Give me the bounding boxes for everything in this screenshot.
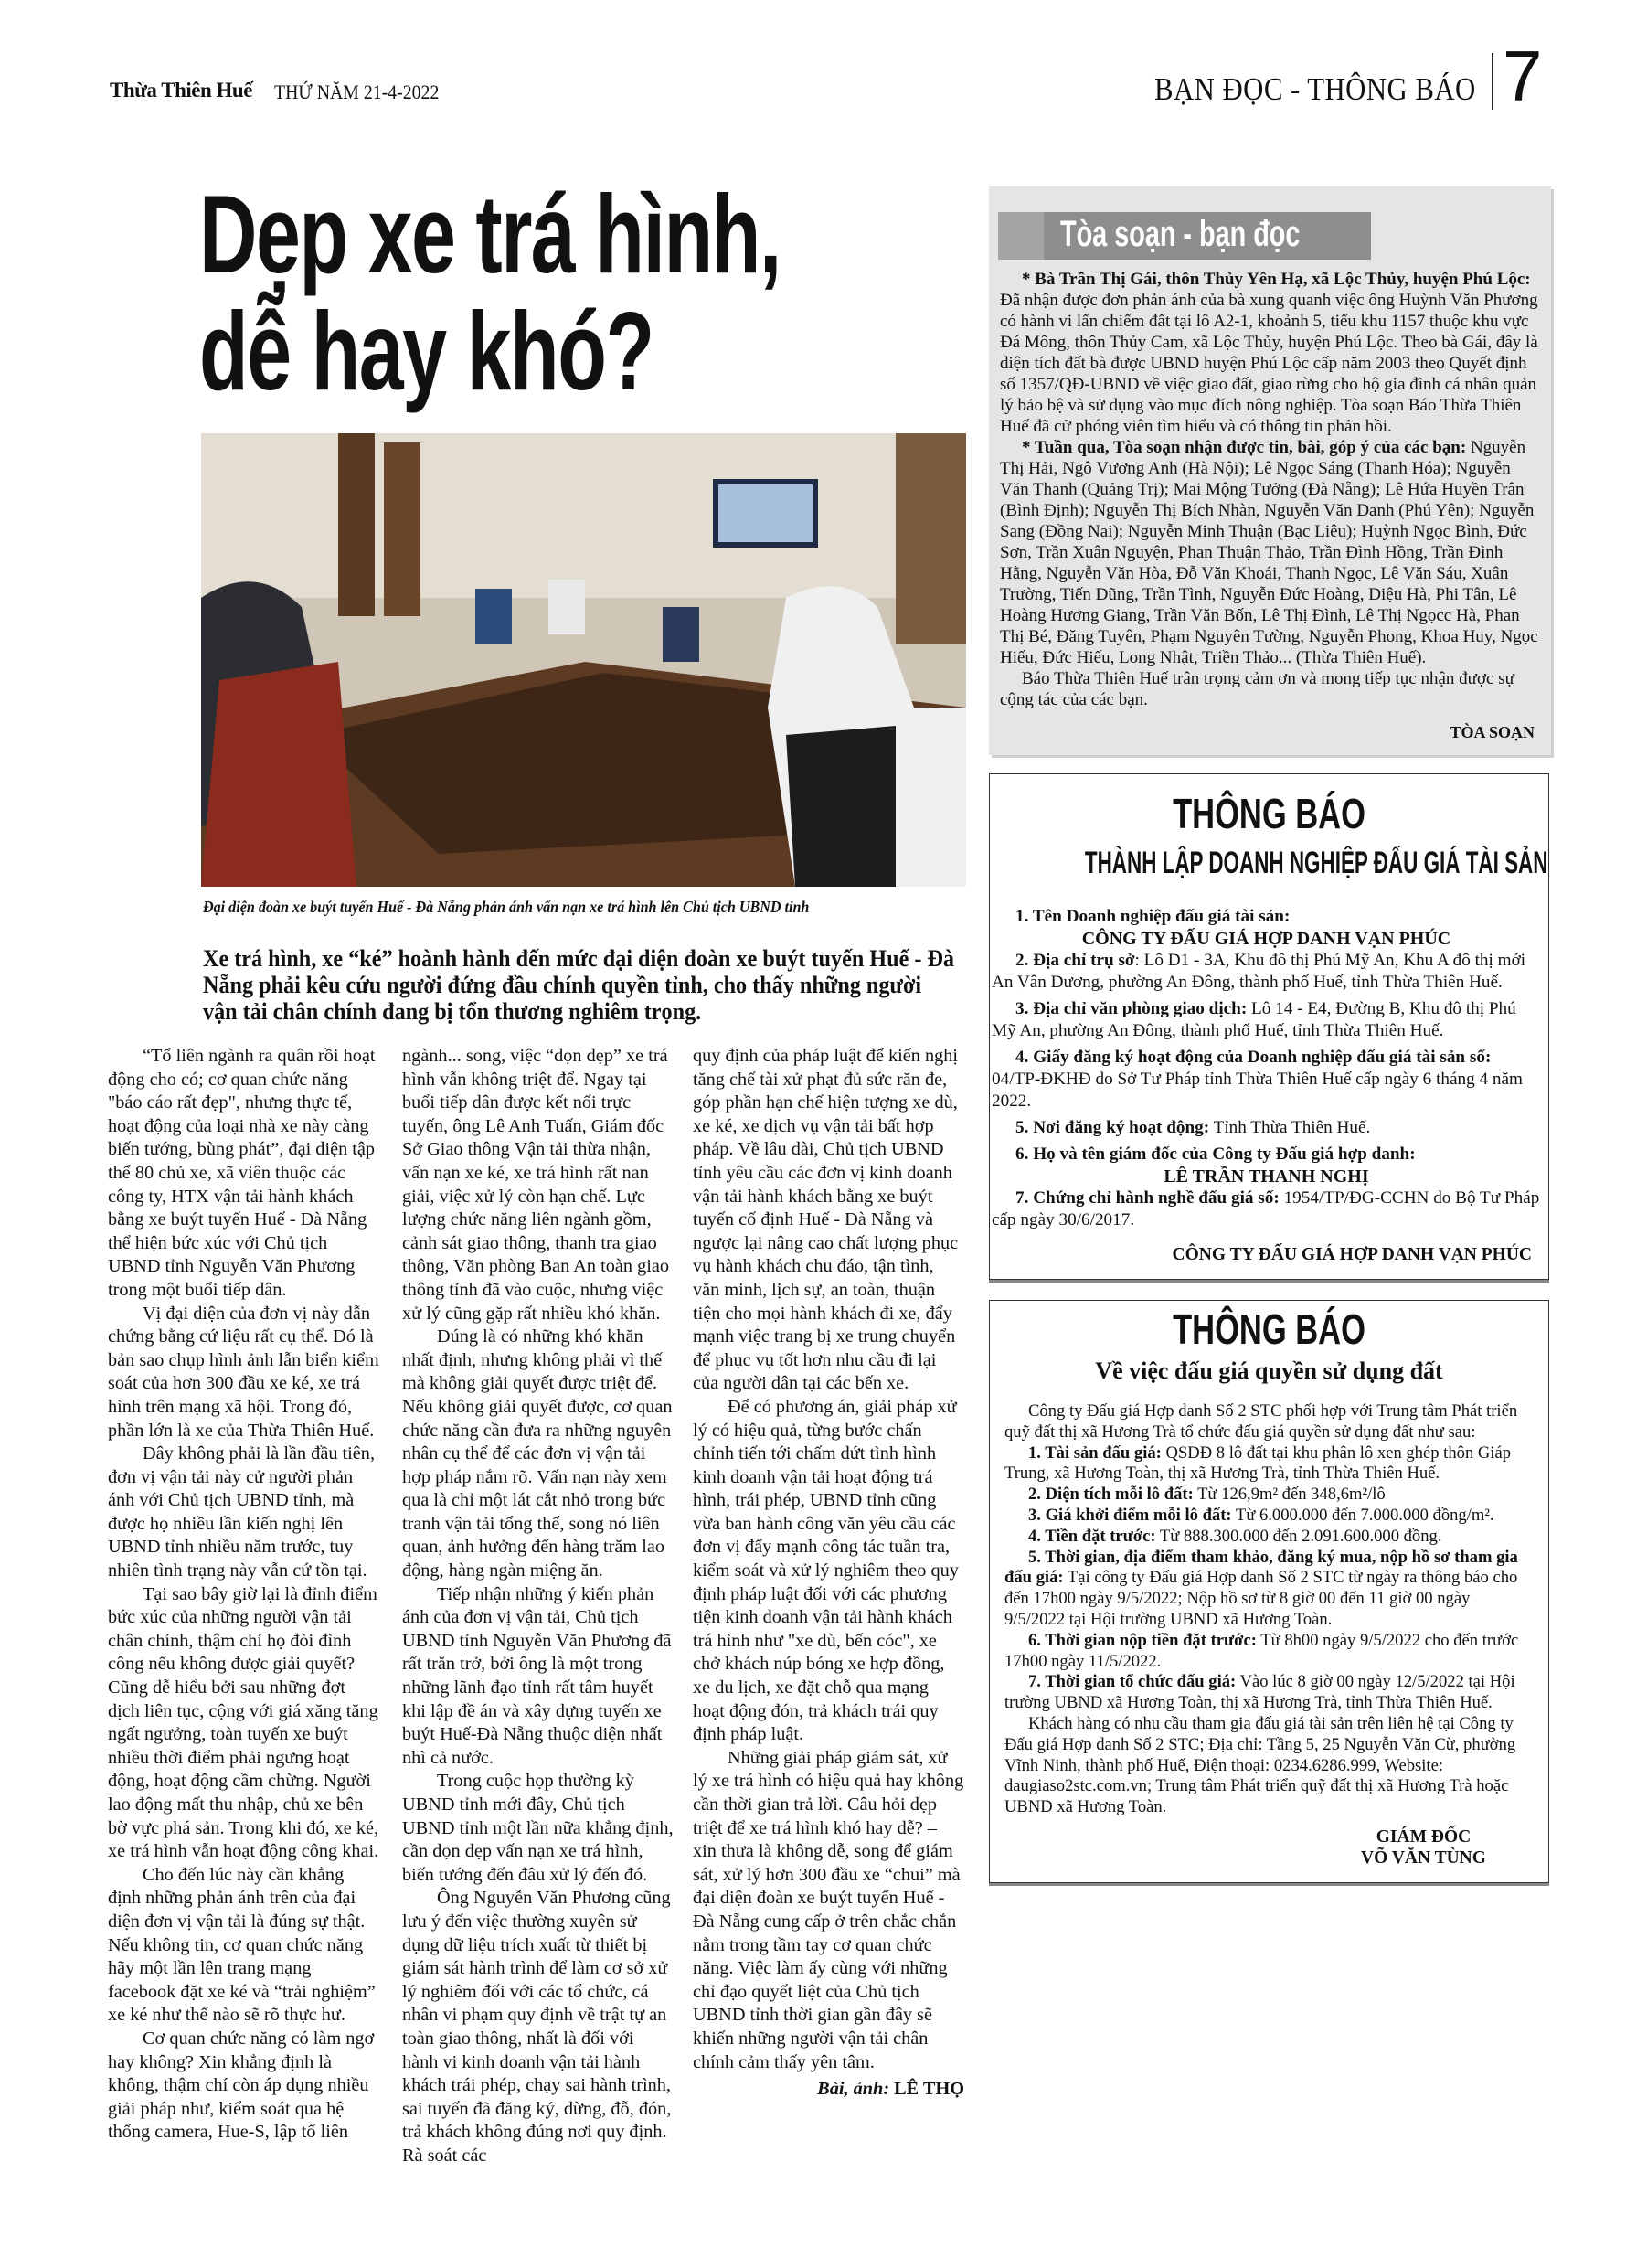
article-lede: Xe trá hình, xe “ké” hoành hành đến mức đại diện đoàn xe buýt tuyến Huế - Đà Nẵng phải kêu cứu người đứng đầu chính quyền tỉnh, cho thấy những người vận tải chân chính đang bị tổn thương nghiêm trọng. [203,945,955,1025]
item-text: Từ 6.000.000 đến 7.000.000 đồng/m². [1231,1505,1494,1525]
page-number: 7 [1503,36,1543,116]
item-text: Từ 126,9m² đến 348,6m²/lô [1193,1485,1386,1505]
notice-body [990,1401,1548,1869]
paragraph: Những giải pháp giám sát, xử lý xe trá hình có hiệu quả hay không cần thời gian trả lời. Câu hỏi dẹp triệt để xe trá hình khó hay dễ? – xin thưa là không dễ, song để giám sát, xử lý hơn 300 đầu xe “chui” mà đại diện đoàn xe buýt tuyến Huế - Đà Nẵng cung cấp ở trên chắc chắn nằm trong tầm tay cơ quan chức năng. Việc làm ấy cùng với những chỉ đạo quyết liệt của Chủ tịch UBND tỉnh thời gian gần đây sẽ khiến những người vận tải chân chính cảm thấy yên tâm. [693,1747,964,2072]
item-label: 4. Tiền đặt trước: [1028,1526,1156,1546]
paragraph: Cơ quan chức năng có làm ngơ hay không? Xin khẳng định là không, thậm chí còn áp dụng nhiều giải pháp như, kiểm soát qua hệ thống camera, Hue-S, lập tổ liên [108,2028,375,2143]
item-label: 5. Nơi đăng ký hoạt động: [1015,1118,1210,1137]
paragraph: Vị đại diện của đơn vị này dẫn chứng bằng cứ liệu rất cụ thể. Đó là bản sao chụp hình ảnh lẫn biển kiểm soát của hơn 300 đầu xe ké, xe trá hình trên mạng xã hội. Trong đó, phần lớn là xe của Thừa Thiên Huế. [108,1303,379,1441]
reader-item [1000,437,1540,668]
paragraph: “Tổ liên ngành ra quân rồi hoạt động cho có; cơ quan chức năng "báo cáo rất đẹp", nhưng thực tế, hoạt động của loại nhà xe này càng biến tướng, bùng phát”, đại diện tập thể 80 chủ xe, xã viên thuộc các công ty, HTX vận tải hành khách bằng xe buýt tuyến Huế - Đà Nẵng thể hiện bức xúc với Chủ tịch UBND tỉnh Nguyễn Văn Phương trong một buổi tiếp dân. [108,1046,376,1300]
item-label: 6. Họ và tên giám đốc của Công ty Đấu giá hợp danh: [1015,1145,1416,1164]
reader-box-signature: TÒA SOẠN [1450,723,1535,741]
paragraph: Đây không phải là lần đầu tiên, đơn vị vận tải này cử người phản ánh với Chủ tịch UBND tỉnh, mà được họ nhiều lần kiến nghị lên UBND tỉnh nhiều năm trước, tuy nhiên tình trạng này vẫn cứ tồn tại. [108,1443,376,1581]
notice-auction-company [989,773,1549,1280]
reader-item-heading: * Tuần qua, Tòa soạn nhận được tin, bài, góp ý của các bạn: [1022,438,1467,457]
item-text: Từ 8h00 ngày 9/5/2022 cho đến trước 17h00 ngày 11/5/2022. [1004,1630,1519,1671]
article-byline [693,2078,964,2102]
reader-item-heading: * Bà Trần Thị Gái, thôn Thủy Yên Hạ, xã Lộc Thủy, huyện Phú Lộc: [1022,270,1531,289]
notice-body [990,906,1548,1266]
issue-date: THỨ NĂM 21-4-2022 [274,80,440,103]
byline-label: Bài, ảnh: [817,2079,890,2100]
notice-subtitle: Về việc đấu giá quyền sử dụng đất [1095,1358,1443,1384]
item-label: 2. Diện tích mỗi lô đất: [1028,1485,1194,1505]
item-text: Từ 888.300.000 đến 2.091.600.000 đồng. [1155,1526,1442,1546]
byline-author: LÊ THỌ [894,2079,964,2100]
item-label: 5. Thời gian, địa điểm tham khảo, đăng ký mua, nộp hồ sơ tham gia đấu giá: [1004,1547,1518,1588]
article-headline [199,172,781,413]
director-name: LÊ TRẦN THANH NGHỊ [1164,1166,1369,1187]
header-divider [1492,53,1493,110]
signature-name: VÕ VĂN TÙNG [1361,1847,1486,1868]
item-text: Vào lúc 8 giờ 00 ngày 12/5/2022 tại Hội trường UBND xã Hương Toàn, thị xã Hương Trà, tỉnh Thừa Thiên Huế. [1004,1672,1515,1713]
signature-title: GIÁM ĐỐC [1376,1826,1472,1847]
headline-line-2: dễ hay khó? [199,289,653,413]
company-name: CÔNG TY ĐẤU GIÁ HỢP DANH VẠN PHÚC [1081,929,1451,949]
paragraph: ngành... song, việc “dọn dẹp” xe trá hình vẫn không triệt để. Ngay tại buổi tiếp dân được kết nối trực tuyến, ông Lê Anh Tuấn, Giám đốc Sở Giao thông Vận tải thừa nhận, vấn nạn xe ké, xe trá hình rất nan giải, việc xử lý còn hạn chế. Lực lượng chức năng liên ngành gồm, cảnh sát giao thông, thanh tra giao thông, Văn phòng Ban An toàn giao thông tỉnh đã vào cuộc, nhưng việc xử lý cũng gặp rất nhiều khó khăn. [402,1046,669,1324]
paragraph: Tại sao bây giờ lại là đỉnh điểm bức xúc của những người vận tải chân chính, thậm chí họ đòi đình công nếu không được giải quyết? Cũng dễ hiểu bởi sau những đợt dịch liên tục, cộng với giá xăng tăng ngất ngưởng, toàn tuyến xe buýt nhiều thời điểm phải ngưng hoạt động, hoạt động cầm chừng. Người lao động mất thu nhập, chủ xe bên bờ vực phá sản. Trong khi đó, xe ké, xe trá hình vẫn hoạt động công khai. [108,1583,379,1862]
notice-subtitle: THÀNH LẬP DOANH NGHIỆP ĐẤU GIÁ TÀI SẢN [1084,846,1548,880]
reader-item [1000,269,1540,437]
item-label: 1. Tên Doanh nghiệp đấu giá tài sản: [1015,907,1291,926]
reader-box-body [1000,269,1540,710]
paragraph: Trong cuộc họp thường kỳ UBND tỉnh mới đây, Chủ tịch UBND tỉnh một lần nữa khẳng định, cần dọn dẹp vấn nạn xe trá hình, biến tướng đến đâu xử lý đến đó. [402,1771,674,1885]
headline-line-1: Dẹp xe trá hình, [199,172,781,296]
reader-title-bar [998,212,1371,260]
notice-title: THÔNG BÁO [1173,790,1365,837]
reader-box-title: Tòa soạn - bạn đọc [1060,214,1301,254]
article-column-3 [693,1045,964,2102]
paragraph: quy định của pháp luật để kiến nghị tăng chế tài xử phạt đủ sức răn đe, góp phần hạn chế hiện tượng xe dù, xe ké, xe dịch vụ vận tải bất hợp pháp. Về lâu dài, Chủ tịch UBND tỉnh yêu cầu các đơn vị kinh doanh vận tải hành khách bằng xe buýt tuyến cố định Huế - Đà Nẵng và ngược lại nâng cao chất lượng phục vụ hành khách chu đáo, tận tình, văn minh, lịch sự, an toàn, thuận tiện cho mọi hành khách đi xe, đẩy mạnh việc trang bị xe trung chuyển để phục vụ tốt hơn nhu cầu đi lại của người dân tại các bến xe. [693,1046,959,1394]
paragraph: Đúng là có những khó khăn nhất định, nhưng không phải vì thế mà không giải quyết được triệt để. Nếu không giải quyết được, cơ quan chức năng cần đưa ra những nguyên nhân cụ thể để các đơn vị vận tải hợp pháp nắm rõ. Vấn nạn này xem qua là chỉ một lát cắt nhỏ trong bức tranh vận tải tổng thể, song nó liên quan, ảnh hưởng đến hàng trăm lao động, hàng ngàn miệng ăn. [402,1326,673,1581]
paragraph: Tiếp nhận những ý kiến phản ánh của đơn vị vận tải, Chủ tịch UBND tỉnh Nguyễn Văn Phương đã rất trăn trở, bởi ông là một trong những lãnh đạo tỉnh rất tâm huyết khi lập đề án và xây dựng tuyến xe buýt Huế-Đà Nẵng thuộc diện nhất nhì cả nước. [402,1583,672,1768]
item-label: 7. Chứng chỉ hành nghề đấu giá số: [1015,1188,1280,1208]
paragraph: Cho đến lúc này cần khẳng định những phản ánh trên của đại diện đơn vị vận tải là đúng sự thật. Nếu không tin, cơ quan chức năng hãy một lần lên trang mạng facebook đặt xe ké và “trải nghiệm” xe ké như thế nào sẽ rõ thực hư. [108,1864,376,2026]
item-text: QSDĐ 8 lô đất tại khu phân lô xen ghép thôn Giáp Trung, xã Hương Toàn, thị xã Hương Trà, tỉnh Thừa Thiên Huế. [1004,1443,1512,1484]
newspaper-name: Thừa Thiên Huế [110,79,252,101]
reader-item-text: Nguyễn Thị Hải, Ngô Vương Anh (Hà Nội); Lê Ngọc Sáng (Thanh Hóa); Nguyễn Văn Thanh (Quảng Trị); Mai Mộng Tưởng (Đà Nẵng); Lê Hứa Huyền Trân (Bình Định); Nguyễn Thị Bích Nhàn, Nguyễn Văn Danh (Phú Yên); Nguyễn Sang (Đồng Nai); Nguyễn Minh Thuận (Bạc Liêu); Huỳnh Ngọc Bình, Đức Sơn, Trần Xuân Nguyện, Phan Thuận Thảo, Trần Đình Hồng, Trần Đình Hằng, Nguyễn Văn Hòa, Đỗ Văn Khoái, Thanh Ngọc, Lê Văn Sáu, Xuân Trường, Tiến Dũng, Trần Tình, Nguyễn Đức Hoàng, Diệu Hà, Phi Tân, Lê Hoàng Hương Giang, Trần Văn Bốn, Lê Thị Đình, Lê Thị Ngọcc Hà, Phan Thị Bé, Đăng Tuyên, Phạm Nguyên Tường, Nguyễn Phong, Khoa Huy, Ngọc Hiếu, Đức Hiếu, Long Nhật, Triền Thảo... (Thừa Thiên Huế). [1000,438,1538,667]
item-label: 3. Địa chỉ văn phòng giao dịch: [1015,999,1248,1018]
notice-intro: Công ty Đấu giá Hợp danh Số 2 STC phối hợp với Trung tâm Phát triển quỹ đất thị xã Hương Trà tổ chức đấu giá quyền sử dụng đất như sau: [1004,1401,1518,1442]
notice-land-auction [989,1300,1549,1883]
item-label: 2. Địa chỉ trụ sở [1015,951,1135,970]
reader-item-text: Đã nhận được đơn phản ánh của bà xung quanh việc ông Huỳnh Văn Phương có hành vi lấn chiếm đất tại lô A2-1, khoảnh 5, tiểu khu 1157 thuộc khu vực Đá Mông, thôn Thủy Cam, xã Lộc Thủy, huyện Phú Lộc. Theo bà Gái, đây là diện tích đất bà được UBND huyện Phú Lộc cấp năm 2003 theo Quyết định số 1357/QĐ-UBND về việc giao đất, giao rừng cho hộ gia đình cá nhân quản lý bảo bệ và sử dụng vào mục đích nông nghiệp. Tòa soạn Báo Thừa Thiên Huế đã cử phóng viên tìm hiểu và có thông tin phản hồi. [1000,291,1538,436]
paragraph: Để có phương án, giải pháp xử lý có hiệu quả, từng bước chấn chỉnh tiến tới chấm dứt tình hình kinh doanh vận tải hoạt động trá hình, trái phép, UBND tỉnh cũng vừa ban hành công văn yêu cầu các đơn vị đẩy mạnh công tác tuần tra, kiểm soát và xử lý nghiêm theo quy định pháp luật đối với các phương tiện kinh doanh vận tải hành khách trá hình như "xe dù, bến cóc", xe chở khách núp bóng xe hợp đồng, xe du lịch, xe đặt chỗ qua mạng hoạt động đón, trả khách trái quy định pháp luật. [693,1396,959,1745]
section-title: BẠN ĐỌC - THÔNG BÁO [1154,71,1476,107]
right-sidebar [989,186,1551,1883]
item-label: 4. Giấy đăng ký hoạt động của Doanh nghiệp đấu giá tài sản số: [1015,1048,1492,1067]
photo-caption: Đại diện đoàn xe buýt tuyến Huế - Đà Nẵng phản ánh vấn nạn xe trá hình lên Chủ tịch UBND tỉnh [203,898,810,916]
item-text: Lô 14 - E4, Đường B, Khu đô thị Phú Mỹ An, phường An Đông, thành phố Huế, tỉnh Thừa Thiên Huế. [992,999,1516,1040]
item-text: : Lô D1 - 3A, Khu đô thị Phú Mỹ An, Khu A đô thị mới An Vân Dương, phường An Đông, thành phố Huế, tỉnh Thừa Thiên Huế. [992,951,1526,992]
notice-contact: Khách hàng có nhu cầu tham gia đấu giá tài sản trên liên hệ tại Công ty Đấu giá Hợp danh Số 2 STC; Địa chỉ: Tầng 5, 25 Nguyễn Văn Cừ, phường Vĩnh Ninh, thành phố Huế, Điện thoại: 0234.6286.999, Website: daugiaso2stc.com.vn; Trung tâm Phát triển quỹ đất thị xã Hương Trà hoặc UBND xã Hương Toàn. [1004,1713,1516,1817]
article-column-1 [108,1045,379,2145]
reader-thanks: Báo Thừa Thiên Huế trân trọng cảm ơn và mong tiếp tục nhận được sự cộng tác của các bạn. [1000,669,1514,709]
article-column-2 [402,1045,674,2168]
item-label: 3. Giá khởi điểm mỗi lô đất: [1028,1505,1232,1525]
item-label: 6. Thời gian nộp tiền đặt trước: [1028,1630,1257,1650]
item-text: Tại công ty Đấu giá Hợp danh Số 2 STC từ ngày ra thông báo cho đến 17h00 ngày 9/5/2022; Nộp hồ sơ từ 8 giờ 00 đến 11 giờ 00 ngày 9/5/2022 tại Hội trường UBND xã Hương Toàn. [1004,1568,1518,1629]
item-label: 7. Thời gian tổ chức đấu giá: [1028,1672,1237,1692]
item-text: Tỉnh Thừa Thiên Huế. [1209,1118,1371,1137]
reader-mailbox-panel [989,186,1551,755]
paragraph: Ông Nguyễn Văn Phương cũng lưu ý đến việc thường xuyên sử dụng dữ liệu trích xuất từ thiết bị giám sát hành trình để làm cơ sở xử lý nghiêm đối với các tổ chức, cá nhân vi phạm quy định về trật tự an toàn giao thông, nhất là đối với hành vi kinh doanh vận tải hành khách trái phép, chạy sai hành trình, sai tuyến đã đăng ký, dừng, đỗ, đón, trả khách không đúng nơi quy định. Rà soát các [402,1888,672,2166]
notice-title: THÔNG BÁO [1173,1305,1365,1353]
item-text: 1954/TP/ĐG-CCHN do Bộ Tư Pháp cấp ngày 30/6/2017. [992,1188,1540,1230]
item-label: 1. Tài sản đấu giá: [1028,1443,1162,1463]
article-photo [201,433,966,887]
item-text: 04/TP-ĐKHĐ do Sở Tư Pháp tỉnh Thừa Thiên Huế cấp ngày 6 tháng 4 năm 2022. [992,1070,1523,1111]
notice-signature: CÔNG TY ĐẤU GIÁ HỢP DANH VẠN PHÚC [1172,1245,1532,1264]
meeting-room-photo [201,433,966,887]
